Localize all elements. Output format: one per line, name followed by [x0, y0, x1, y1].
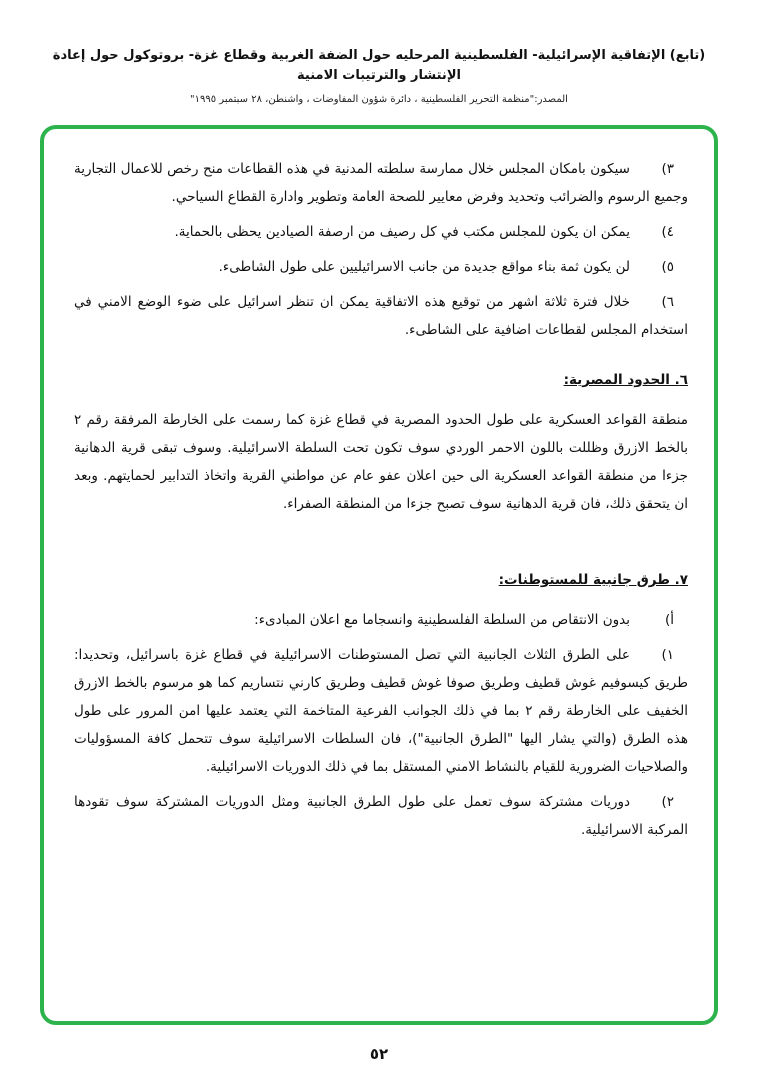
- list-item-5-text: لن يكون ثمة بناء مواقع جديدة من جانب الاسرائيليين على طول الشاطىء.: [218, 259, 630, 275]
- list-item-2-marker: ٢): [661, 794, 674, 810]
- list-item-a-text: بدون الانتقاص من السلطة الفلسطينية وانسجاما مع اعلان المبادىء:: [254, 612, 630, 628]
- list-item-4-marker: ٤): [661, 224, 674, 240]
- list-item-6-marker: ٦): [661, 294, 674, 310]
- list-item-5: [74, 253, 688, 281]
- document-title: (تابع) الإتفاقية الإسرائيلية- الفلسطينية المرحليه حول الضفة الغربية وقطاع غزة- بروتوكول حول إعادة الإنتشار والترتيبات الامنية: [52, 48, 706, 83]
- list-item-3-text: سيكون بامكان المجلس خلال ممارسة سلطته المدنية في هذه القطاعات منح رخص للاعمال التجارية وجميع الرسوم والضرائب وتحديد وفرض معايير للصحة العامة وتطوير وادارة القطاع السياحي.: [74, 161, 688, 205]
- list-item-3: [74, 155, 688, 211]
- list-item-6: [74, 288, 688, 344]
- content-border-frame: [40, 125, 718, 1025]
- list-item-3-marker: ٣): [661, 161, 674, 177]
- page-number: ٥٢: [369, 1045, 389, 1063]
- list-item-4-text: يمكن ان يكون للمجلس مكتب في كل رصيف من ارصفة الصيادين يحظى بالحماية.: [174, 224, 630, 240]
- list-item-2: [74, 788, 688, 844]
- list-item-1-marker: ١): [661, 647, 674, 663]
- list-item-a-marker: أ): [664, 612, 674, 628]
- section-7-heading: ٧. طرق جانبية للمستوطنات:: [498, 572, 688, 588]
- list-item-a: [74, 606, 688, 634]
- document-header: [0, 0, 758, 105]
- list-item-4: [74, 218, 688, 246]
- list-item-5-marker: ٥): [661, 259, 674, 275]
- list-item-1-text: على الطرق الثلاث الجانبية التي تصل المستوطنات الاسرائيلية في قطاع غزة باسرائيل، وتحديدا: طريق كيسوفيم غوش قطيف وطريق صوفا غوش قطيف وطريق كارني نتساريم كما هو مرسوم بالخط الازرق الخفيف على الخارطة رقم ٢ بما في ذلك الجوانب الفرعية المتاخمة التي يعتمد عليها امن المرور على طول هذه الطرق (والتي يشار اليها "الطرق الجانبية")، فان السلطات الاسرائيلية سوف تتحمل كافة المسؤوليات والصلاحيات الضرورية للقيام بالنشاط الامني المستقل بما في ذلك الدوريات الاسرائيلية.: [74, 647, 688, 775]
- list-item-2-text: دوريات مشتركة سوف تعمل على طول الطرق الجانبية ومثل الدوريات المشتركة سوف تقودها المركبة الاسرائيلية.: [74, 794, 688, 838]
- document-body: [74, 155, 688, 844]
- list-item-6-text: خلال فترة ثلاثة اشهر من توقيع هذه الاتفاقية يمكن ان تنظر اسرائيل على ضوء الوضع الامني في استخدام المجلس لقطاعات اضافية على الشاطىء.: [74, 294, 688, 338]
- document-source-line: المصدر:"منظمة التحرير الفلسطينية ، دائرة شؤون المفاوضات ، واشنطن، ٢٨ سبتمبر ١٩٩٥": [190, 94, 568, 105]
- list-item-1: [74, 641, 688, 781]
- section-6-heading: ٦. الحدود المصرية:: [563, 372, 688, 388]
- section-6-paragraph: منطقة القواعد العسكرية على طول الحدود المصرية في قطاع غزة كما رسمت على الخارطة المرفقة رقم ٢ بالخط الازرق وظللت باللون الاحمر الوردي سوف تكون تحت السلطة الاسرائيلية. وسوف تبقى قرية الدهانية جزءا من منطقة القواعد العسكرية الى حين اعلان عفو عام عن مواطني القرية واتخاذ التدابير لحمايتهم. وبعد ان يتحقق ذلك، فان قرية الدهانية سوف تصبح جزءا من المنطقة الصفراء.: [74, 412, 688, 512]
- section-7-items: [74, 606, 688, 844]
